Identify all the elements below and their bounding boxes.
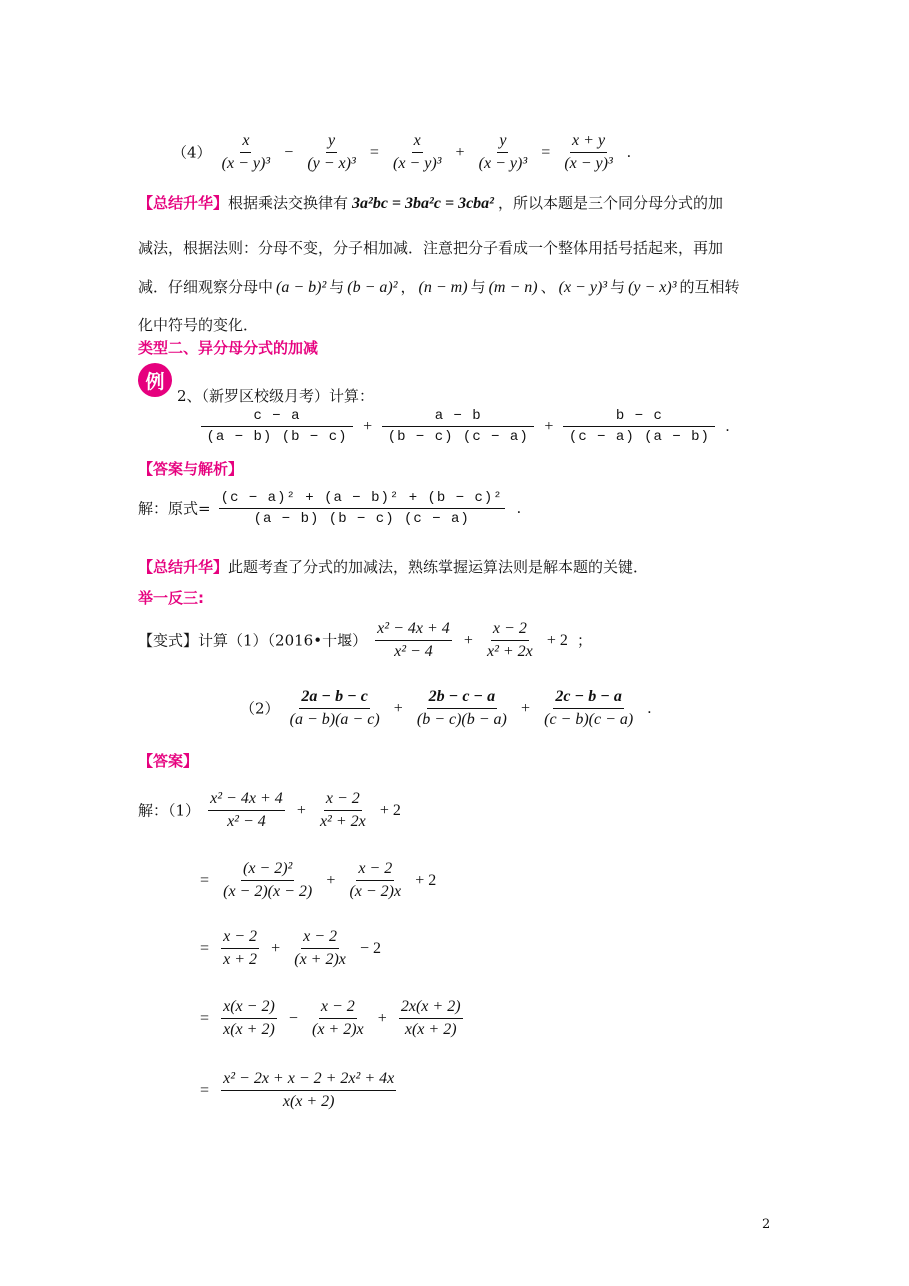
summary2-line: 【总结升华】此题考查了分式的加减法，熟练掌握运算法则是解本题的关键． [138,558,649,576]
fraction: $\frac{x - 2}{\text{x² + 2x}}$ [319,790,366,830]
fraction: $\frac{y}{\text{(y − x)³}}$ [307,132,356,172]
summary1-line1: 【总结升华】根据乘法交换律有 3a²bc = 3ba²c = 3cba² ，所以本题是三个同分母分式的加 [138,194,723,212]
section-heading: 类型二、异分母分式的加减 [138,339,319,357]
fraction: $\frac{y}{\text{(x − y)³}}$ [478,132,528,172]
fraction: $\frac{c - a}{(a - b) (b - c)}$ [203,408,351,445]
fraction: $\frac{x - 2}{(x + 2)x}$ [294,928,346,968]
work-step-3: = $\frac{x - 2}{x + 2}$ + $\frac{x - 2}{(x + 2)x}$ − 2 [200,928,382,968]
fraction: $\frac{\text{(x − 2)²}}{(x - 2)(x - 2)}$ [223,860,313,900]
fraction: $\frac{x}{\text{(x − y)³}}$ [392,132,442,172]
fraction: $\frac{x(x - 2)}{x(x + 2)}$ [223,998,275,1038]
fraction: $\frac{x - 2}{(x - 2)x}$ [349,860,402,900]
fraction: $\frac{x + y}{\text{(x − y)³}}$ [564,132,613,172]
fraction: $\frac{2c - b - a}{(c - b)(c - a)}$ [544,688,634,728]
work-step-5: = $\frac{\text{x² − 2x + x − 2 + 2x² + 4x}}{x(x + 2)}$ [200,1070,395,1110]
formula: 3a²bc = 3ba²c = 3cba² [352,195,494,212]
fraction: $\frac{2a - b - c}{(a - b)(a - c)}$ [289,688,380,728]
fraction: $\frac{2x(x + 2)}{x(x + 2)}$ [400,998,461,1038]
summary1-line2: 减法，根据法则：分母不变，分子相加减．注意把分子看成一个整体用括号括起来，再加 [138,239,724,257]
example-expression: $\frac{c - a}{(a - b) (b - c)}$ + $\frac{a - b}{(b - c) (c - a)}$ + $\frac{b - c}{(c - a) (a - b)}$ . [200,408,734,445]
variant-line2: （2） $\frac{2a - b - c}{(a - b)(a - c)}$ + $\frac{2b - c - a}{(b - c)(b - a)}$ + $\frac{2c - b - a}{(c - b)(c - a)}$ . [240,688,652,728]
summary-tag: 【总结升华】 [138,194,229,212]
summary-tag: 【总结升华】 [138,558,229,576]
part4-equation: （4） $\frac{x}{\text{(x − y)³}}$ − $\frac{y}{\text{(y − x)³}}$ = $\frac{x}{\text{(x − y)³}}$ + $\frac{y}{\text{(x − y)³}}$ = $\frac{x + y}{\text{(x − y)³}}$ . [172,132,631,172]
answer-heading: 【答案与解析】 [138,460,244,478]
fraction: $\frac{b - c}{(c - a) (a - b)}$ [565,408,713,445]
fraction: $\frac{x - 2}{(x + 2)x}$ [312,998,364,1038]
work-step-2: = $\frac{\text{(x − 2)²}}{(x - 2)(x - 2)}$ + $\frac{x - 2}{(x - 2)x}$ + 2 [200,860,437,900]
fraction: $\frac{\text{x² − 4x + 4}}{\text{x² − 4}}$ [377,620,450,660]
work-step-4: = $\frac{x(x - 2)}{x(x + 2)}$ − $\frac{x - 2}{(x + 2)x}$ + $\frac{2x(x + 2)}{x(x + 2)}$ [200,998,461,1038]
answer-heading-2: 【答案】 [138,752,199,770]
example-badge-icon: 例 [138,363,172,397]
solution-line: 解：原式= $\frac{\text{(c − a)² + (a − b)² + (b − c)²}}{(a - b) (b - c) (c - a)}$ . [138,490,521,527]
work-step-1: 解：（1） $\frac{\text{x² − 4x + 4}}{\text{x² − 4}}$ + $\frac{x - 2}{\text{x² + 2x}}$ + 2 [138,790,401,830]
fraction: $\frac{\text{x² − 2x + x − 2 + 2x² + 4x}}{x(x + 2)}$ [223,1070,395,1110]
fraction: $\frac{2b - c - a}{(b - c)(b - a)}$ [416,688,507,728]
summary1-line4: 化中符号的变化． [138,316,259,334]
example-title: 2、（新罗区校级月考）计算： [177,387,375,405]
variant-line1: 【变式】计算（1）（2016•十堰） $\frac{\text{x² − 4x + 4}}{\text{x² − 4}}$ + $\frac{x - 2}{\text{x² + 2x}}$ + 2 ； [138,620,593,660]
fraction: $\frac{a - b}{(b - c) (c - a)}$ [384,408,532,445]
page-number: 2 [762,1217,771,1232]
fraction: $\frac{x - 2}{x + 2}$ [223,928,258,968]
fraction: $\frac{\text{x² − 4x + 4}}{\text{x² − 4}}$ [210,790,283,830]
part4-label: （4） [172,143,212,162]
fraction: $\frac{\text{(c − a)² + (a − b)² + (b − c)²}}{(a - b) (b - c) (c - a)}$ [220,490,503,527]
fraction: $\frac{x}{\text{(x − y)³}}$ [221,132,271,172]
fraction: $\frac{x - 2}{\text{x² + 2x}}$ [486,620,533,660]
practice-heading: 举一反三: [138,589,204,607]
summary1-line3: 减．仔细观察分母中 (a − b)² 与 (b − a)² ， (n − m) 与 (m − n) 、 (x − y)³ 与 (y − x)³ 的互相转 [138,278,740,296]
